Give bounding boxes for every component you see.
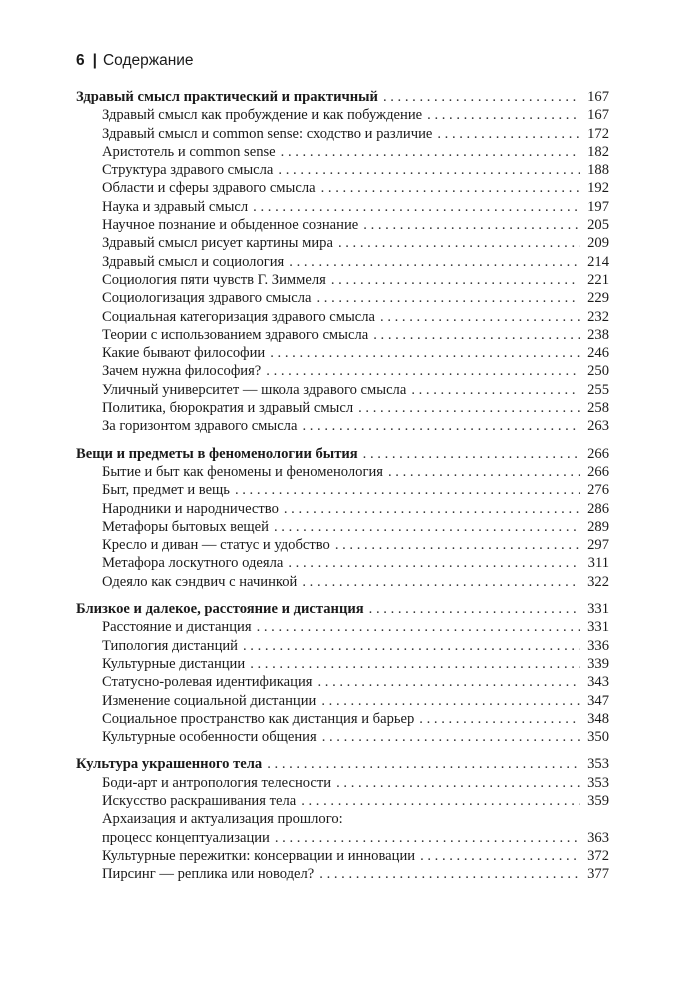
toc-entry-title: Архаизация и актуализация прошлого: bbox=[102, 811, 343, 828]
toc-entry-title: Расстояние и дистанция bbox=[102, 619, 252, 636]
dot-leader bbox=[411, 381, 580, 399]
dot-leader bbox=[338, 234, 580, 252]
toc-entry bbox=[76, 362, 609, 380]
toc-entry-title: Структура здравого смысла bbox=[102, 162, 274, 179]
toc-entry-title: За горизонтом здравого смысла bbox=[102, 418, 298, 435]
toc-entry bbox=[76, 161, 609, 179]
toc-entry-title: процесс концептуализации bbox=[102, 829, 270, 846]
toc-entry-page: 167 bbox=[587, 89, 609, 105]
toc-entry-title: Пирсинг — реплика или новодел? bbox=[102, 866, 315, 883]
toc-entry bbox=[76, 500, 609, 518]
toc-entry-page: 209 bbox=[587, 235, 609, 252]
toc-entry bbox=[76, 289, 609, 307]
toc-entry bbox=[76, 710, 609, 728]
toc-entry bbox=[76, 399, 609, 417]
toc-entry-page: 336 bbox=[587, 637, 609, 654]
toc-entry-title: Теории с использованием здравого смысла bbox=[102, 326, 369, 343]
toc-entry-page: 250 bbox=[587, 363, 609, 380]
toc-entry-page: 311 bbox=[587, 555, 609, 572]
toc-entry-title: Метафоры бытовых вещей bbox=[102, 518, 269, 535]
dot-leader bbox=[250, 655, 580, 673]
toc-entry-title: Научное познание и обыденное сознание bbox=[102, 217, 359, 234]
dot-leader bbox=[275, 829, 580, 847]
toc-entry-page: 343 bbox=[587, 674, 609, 691]
toc-entry-title: Культурные пережитки: консервации и инновации bbox=[102, 847, 416, 864]
toc-entry-page: 276 bbox=[587, 482, 609, 499]
toc-entry bbox=[76, 728, 609, 746]
dot-leader bbox=[369, 600, 580, 618]
dot-leader bbox=[388, 463, 580, 481]
toc-entry bbox=[76, 143, 609, 161]
toc-entry-page: 286 bbox=[587, 500, 609, 517]
toc-entry-title: Здравый смысл практический и практичный bbox=[76, 89, 378, 105]
toc-entry bbox=[76, 536, 609, 554]
toc-entry bbox=[76, 554, 609, 572]
toc-entry bbox=[76, 618, 609, 636]
toc-entry-page: 246 bbox=[587, 345, 609, 362]
toc-entry-title: Наука и здравый смысл bbox=[102, 198, 249, 215]
dot-leader bbox=[301, 792, 580, 810]
toc-entry bbox=[76, 518, 609, 536]
toc-entry-page: 167 bbox=[587, 107, 609, 124]
toc-entry-title: Типология дистанций bbox=[102, 637, 238, 654]
toc-entry-title: Аристотель и common sense bbox=[102, 143, 276, 160]
toc-entry-title: Культура украшенного тела bbox=[76, 756, 263, 773]
toc-entry-page: 172 bbox=[587, 125, 609, 142]
toc-entry-page: 353 bbox=[587, 756, 609, 773]
toc-entry bbox=[76, 125, 609, 143]
toc-section bbox=[76, 755, 609, 883]
toc-chapter-entry bbox=[76, 755, 609, 773]
toc-entry-page: 229 bbox=[587, 290, 609, 307]
toc-entry bbox=[76, 792, 609, 810]
running-head bbox=[76, 52, 194, 70]
dot-leader bbox=[321, 692, 580, 710]
dot-leader bbox=[302, 573, 580, 591]
toc-entry bbox=[76, 179, 609, 197]
toc-section bbox=[76, 88, 609, 436]
toc-entry-page: 188 bbox=[587, 162, 609, 179]
toc-entry-page: 266 bbox=[587, 445, 609, 462]
toc-chapter-entry bbox=[76, 88, 609, 106]
dot-leader bbox=[336, 774, 580, 792]
toc-entry bbox=[76, 847, 609, 865]
dot-leader bbox=[270, 344, 580, 362]
toc-section bbox=[76, 600, 609, 746]
toc-entry-title: Здравый смысл и common sense: сходство и различие bbox=[102, 125, 433, 142]
toc-entry-page: 266 bbox=[587, 463, 609, 480]
toc-entry-page: 347 bbox=[587, 692, 609, 709]
dot-leader bbox=[420, 847, 580, 865]
toc-entry-page: 331 bbox=[587, 601, 609, 618]
dot-leader bbox=[288, 554, 580, 572]
toc-entry-title: Близкое и далекое, расстояние и дистанция bbox=[76, 601, 364, 618]
toc-entry-page: 197 bbox=[587, 198, 609, 215]
toc-entry-page: 221 bbox=[587, 271, 609, 288]
toc-entry bbox=[76, 271, 609, 289]
toc-entry bbox=[76, 198, 609, 216]
toc-entry bbox=[76, 417, 609, 435]
toc-entry bbox=[76, 234, 609, 252]
toc-entry-title: Искусство раскрашивания тела bbox=[102, 792, 297, 809]
toc-entry-page: 214 bbox=[587, 253, 609, 270]
toc-entry-title: Социология пяти чувств Г. Зиммеля bbox=[102, 271, 326, 288]
toc-entry bbox=[76, 481, 609, 499]
toc-entry-page: 377 bbox=[587, 866, 609, 883]
toc-chapter-entry bbox=[76, 445, 609, 463]
dot-leader bbox=[289, 253, 580, 271]
dot-leader bbox=[278, 161, 580, 179]
toc-entry-title: Кресло и диван — статус и удобство bbox=[102, 537, 330, 554]
header-separator: | bbox=[92, 52, 97, 69]
toc-chapter-entry bbox=[76, 600, 609, 618]
dot-leader bbox=[321, 179, 580, 197]
table-of-contents bbox=[76, 88, 609, 892]
toc-entry-title: Здравый смысл и социология bbox=[102, 253, 285, 270]
dot-leader bbox=[363, 216, 580, 234]
toc-entry-title: Социологизация здравого смысла bbox=[102, 290, 312, 307]
dot-leader bbox=[335, 536, 580, 554]
toc-entry bbox=[76, 774, 609, 792]
toc-entry bbox=[76, 308, 609, 326]
toc-entry-page: 322 bbox=[587, 573, 609, 590]
toc-entry-title: Какие бывают философии bbox=[102, 345, 266, 362]
dot-leader bbox=[302, 417, 580, 435]
toc-entry bbox=[76, 106, 609, 124]
running-head-title: Содержание bbox=[102, 52, 194, 69]
dot-leader bbox=[274, 518, 580, 536]
toc-entry-title: Бытие и быт как феномены и феноменология bbox=[102, 463, 383, 480]
toc-entry bbox=[76, 865, 609, 883]
toc-entry-title: Уличный университет — школа здравого смысла bbox=[102, 381, 407, 398]
toc-entry-title: Статусно-ролевая идентификация bbox=[102, 674, 313, 691]
toc-entry-title: Боди-арт и антропология телесности bbox=[102, 774, 332, 791]
toc-entry-title: Социальная категоризация здравого смысла bbox=[102, 308, 376, 325]
toc-entry-title: Быт, предмет и вещь bbox=[102, 482, 230, 499]
toc-entry bbox=[76, 573, 609, 591]
toc-entry bbox=[76, 344, 609, 362]
toc-entry-page: 331 bbox=[587, 619, 609, 636]
dot-leader bbox=[267, 755, 580, 773]
toc-entry-page: 372 bbox=[587, 847, 609, 864]
dot-leader bbox=[253, 198, 580, 216]
toc-entry-page: 289 bbox=[587, 518, 609, 535]
toc-entry-title: Области и сферы здравого смысла bbox=[102, 180, 316, 197]
toc-entry-title: Зачем нужна философия? bbox=[102, 363, 262, 380]
page-number: 6 bbox=[76, 52, 85, 69]
toc-entry-page: 255 bbox=[587, 381, 609, 398]
toc-entry-page: 339 bbox=[587, 655, 609, 672]
toc-entry-page: 359 bbox=[587, 792, 609, 809]
toc-entry-page: 297 bbox=[587, 537, 609, 554]
toc-entry-title: Народники и народничество bbox=[102, 500, 279, 517]
toc-entry-title: Метафора лоскутного одеяла bbox=[102, 555, 284, 572]
toc-entry-page: 263 bbox=[587, 418, 609, 435]
toc-entry-title: Вещи и предметы в феноменологии бытия bbox=[76, 445, 358, 462]
dot-leader bbox=[373, 326, 580, 344]
toc-entry-title: Изменение социальной дистанции bbox=[102, 692, 317, 709]
dot-leader bbox=[317, 673, 580, 691]
toc-entry bbox=[76, 829, 609, 847]
toc-entry-page: 182 bbox=[587, 143, 609, 160]
toc-entry-title: Социальное пространство как дистанция и барьер bbox=[102, 710, 415, 727]
toc-entry bbox=[76, 216, 609, 234]
toc-entry-title: Культурные особенности общения bbox=[102, 729, 317, 746]
toc-entry bbox=[76, 253, 609, 271]
toc-entry-title: Здравый смысл рисует картины мира bbox=[102, 235, 333, 252]
toc-entry bbox=[76, 637, 609, 655]
dot-leader bbox=[358, 399, 580, 417]
dot-leader bbox=[419, 710, 580, 728]
dot-leader bbox=[266, 362, 580, 380]
toc-section bbox=[76, 445, 609, 591]
toc-entry bbox=[76, 673, 609, 691]
dot-leader bbox=[284, 500, 580, 518]
dot-leader bbox=[363, 445, 580, 463]
toc-entry-title: Одеяло как сэндвич с начинкой bbox=[102, 573, 298, 590]
toc-entry-page: 258 bbox=[587, 400, 609, 417]
toc-entry bbox=[76, 463, 609, 481]
dot-leader bbox=[319, 865, 580, 883]
toc-entry bbox=[76, 692, 609, 710]
dot-leader bbox=[281, 143, 580, 161]
toc-entry-title: Здравый смысл как пробуждение и как побуждение bbox=[102, 107, 423, 124]
toc-entry-page: 205 bbox=[587, 217, 609, 234]
toc-entry-page: 363 bbox=[587, 829, 609, 846]
dot-leader bbox=[383, 88, 580, 106]
toc-entry-page: 238 bbox=[587, 326, 609, 343]
toc-entry-page: 232 bbox=[587, 308, 609, 325]
dot-leader bbox=[380, 308, 580, 326]
toc-entry-title: Политика, бюрократия и здравый смысл bbox=[102, 400, 354, 417]
toc-entry-title: Культурные дистанции bbox=[102, 655, 246, 672]
toc-entry-page: 192 bbox=[587, 180, 609, 197]
toc-entry bbox=[76, 326, 609, 344]
toc-entry bbox=[76, 655, 609, 673]
dot-leader bbox=[427, 106, 580, 124]
dot-leader bbox=[235, 481, 580, 499]
toc-entry-page: 353 bbox=[587, 774, 609, 791]
dot-leader bbox=[243, 637, 580, 655]
dot-leader bbox=[322, 728, 580, 746]
dot-leader bbox=[331, 271, 580, 289]
toc-entry-page: 348 bbox=[587, 710, 609, 727]
dot-leader bbox=[257, 618, 580, 636]
dot-leader bbox=[316, 289, 580, 307]
toc-entry bbox=[76, 381, 609, 399]
toc-entry bbox=[76, 810, 609, 828]
dot-leader bbox=[437, 125, 580, 143]
toc-entry-page: 350 bbox=[587, 729, 609, 746]
